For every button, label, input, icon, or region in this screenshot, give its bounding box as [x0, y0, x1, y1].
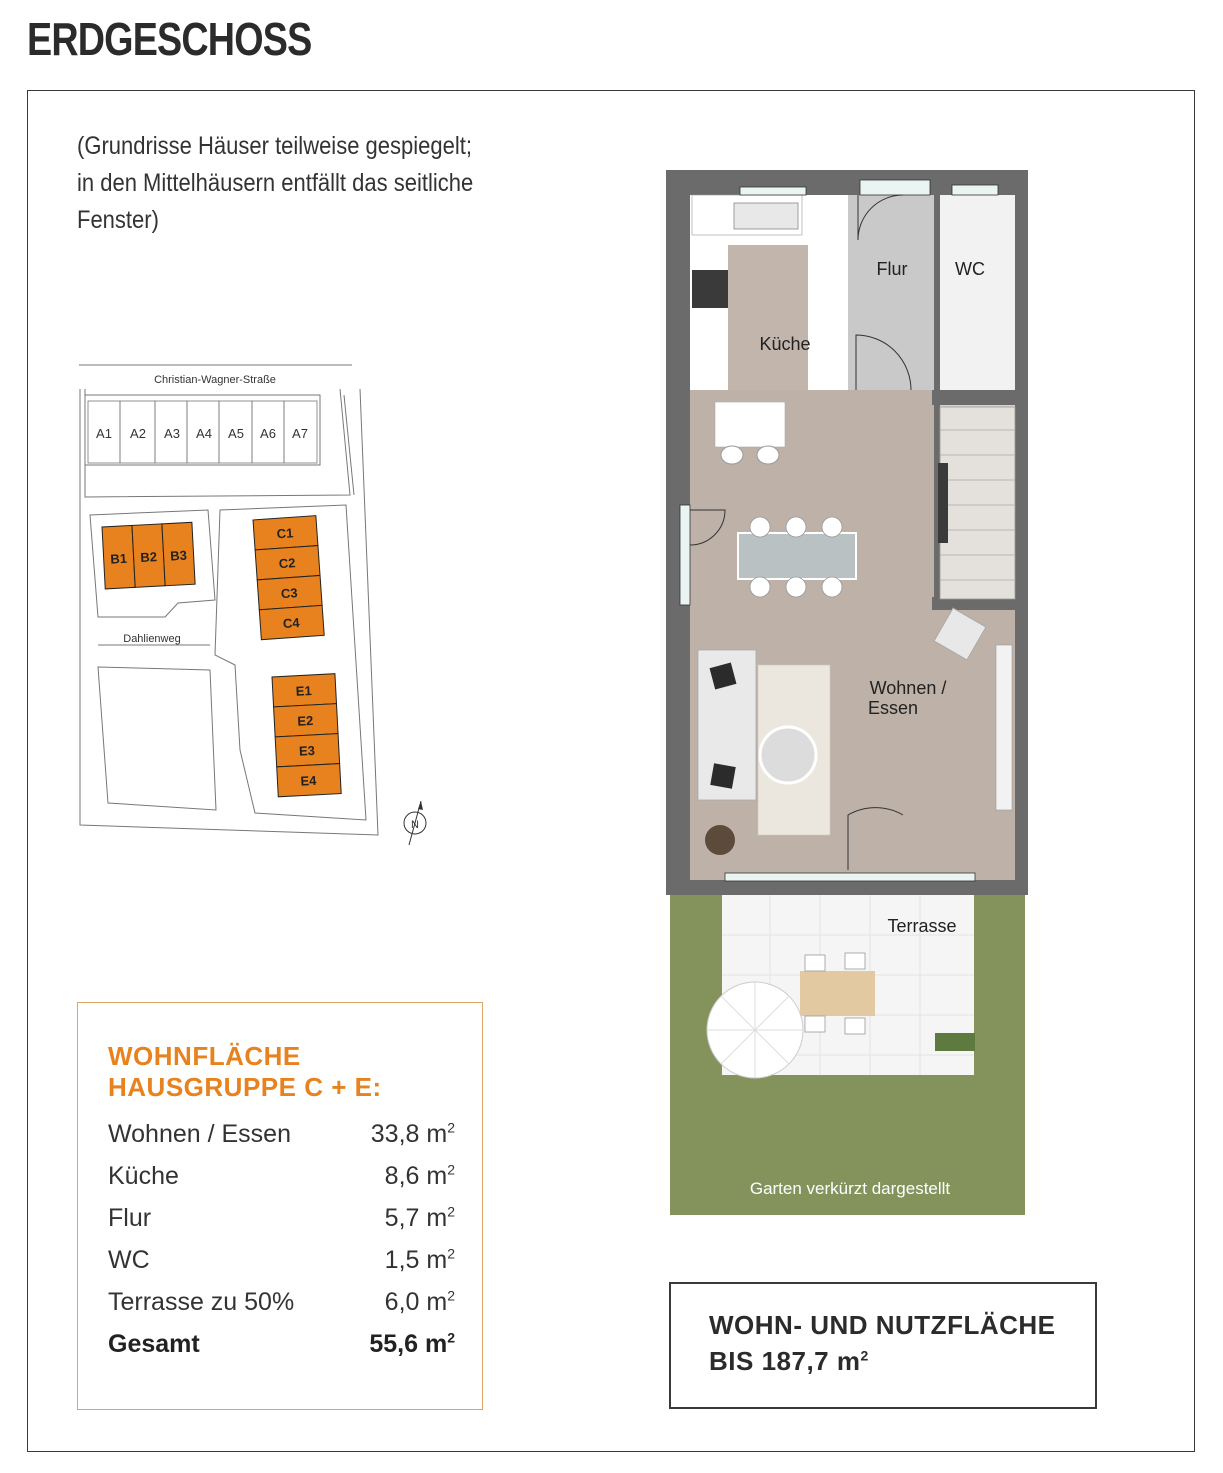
area-row-label: Küche: [108, 1162, 179, 1190]
house-label: B1: [109, 550, 128, 567]
room-label-hall: Flur: [876, 259, 908, 279]
garden-note: Garten verkürzt dargestellt: [749, 1179, 951, 1198]
siteplan-street-label: Christian-Wagner-Straße: [154, 374, 276, 386]
house-label: A3: [164, 426, 180, 441]
total-area-value: BIS 187,7 $m^2$: [709, 1346, 869, 1376]
plan-note-line: (Grundrisse Häuser teilweise gespiegelt;: [77, 132, 472, 160]
area-row: [108, 1113, 455, 1155]
area-row-label: Terrasse zu 50%: [108, 1288, 295, 1316]
page-title: ERDGESCHOSS: [27, 13, 312, 65]
room-label-kitchen: Küche: [759, 334, 811, 354]
room-label-terrace: Terrasse: [887, 916, 957, 936]
house-label: C4: [282, 615, 301, 632]
plan-note-line: Fenster): [77, 206, 159, 234]
area-row-value: 6,0 $m^2$: [384, 1287, 455, 1316]
house-label: A7: [292, 426, 308, 441]
house-label: B2: [139, 549, 158, 566]
living-area-heading: [108, 1041, 382, 1103]
north-arrow-icon: [404, 801, 426, 845]
area-row-value: 1,5 $m^2$: [384, 1245, 455, 1274]
house-label: C1: [276, 525, 294, 542]
house-label: E1: [295, 682, 313, 699]
area-row-value: 33,8 $m^2$: [370, 1119, 455, 1148]
area-total-row: [108, 1323, 455, 1365]
living-area-box: [77, 1002, 483, 1410]
living-area-heading-line: WOHNFLÄCHE: [108, 1041, 301, 1071]
house-label: A6: [260, 426, 276, 441]
area-total-value: 55,6 $m^2$: [369, 1329, 455, 1358]
area-row-label: Wohnen / Essen: [108, 1120, 291, 1148]
area-row-value: 5,7 $m^2$: [384, 1203, 455, 1232]
area-row: [108, 1197, 455, 1239]
house-label: E2: [297, 712, 314, 729]
site-plan: [70, 355, 450, 855]
room-label-wc: WC: [955, 259, 985, 279]
living-area-table: [108, 1113, 455, 1365]
house-label: B3: [169, 547, 188, 564]
house-label: E4: [300, 772, 317, 789]
area-row: [108, 1239, 455, 1281]
total-area-box: [669, 1282, 1097, 1409]
floor-plan: [660, 165, 1040, 1225]
room-label-living: Wohnen /: [869, 678, 947, 698]
area-row-label: WC: [108, 1246, 150, 1274]
total-area-line: WOHN- UND NUTZFLÄCHE: [709, 1310, 1056, 1340]
siteplan-path-label: Dahlienweg: [123, 633, 181, 645]
house-label: C2: [278, 555, 296, 572]
living-area-heading-line: HAUSGRUPPE C + E:: [108, 1072, 382, 1102]
house-label: C3: [280, 585, 299, 602]
area-row: [108, 1281, 455, 1323]
house-label: A1: [96, 426, 112, 441]
north-label: N: [411, 819, 419, 831]
house-label: E3: [298, 742, 316, 759]
plan-note: [77, 128, 535, 239]
area-row-label: Flur: [108, 1204, 152, 1232]
area-total-label: Gesamt: [108, 1330, 200, 1358]
house-label: A5: [228, 426, 244, 441]
house-label: A4: [196, 426, 212, 441]
area-row: [108, 1155, 455, 1197]
plan-note-line: in den Mittelhäusern entfällt das seitliche: [77, 169, 474, 197]
room-label-dining: Essen: [867, 698, 919, 718]
house-label: A2: [130, 426, 146, 441]
area-row-value: 8,6 $m^2$: [384, 1161, 455, 1190]
